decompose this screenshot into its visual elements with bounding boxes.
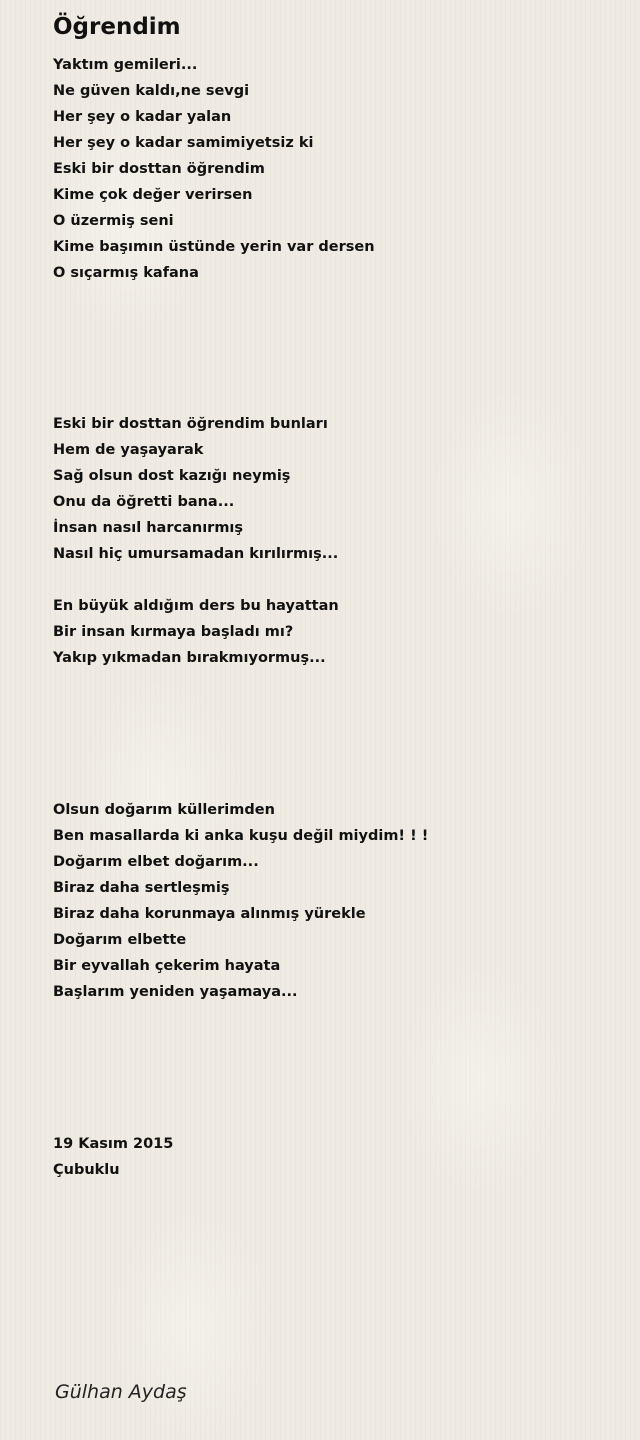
poem-line: Nasıl hiç umursamadan kırılırmış... bbox=[53, 546, 339, 562]
poem-line: Eski bir dosttan öğrendim bbox=[53, 161, 265, 177]
poem-line: Doğarım elbette bbox=[53, 932, 187, 948]
poem-date: 19 Kasım 2015 bbox=[53, 1136, 174, 1152]
poem-line: Ben masallarda ki anka kuşu değil miydim! ! ! bbox=[53, 828, 429, 844]
poem-place: Çubuklu bbox=[53, 1162, 120, 1178]
poem-footer bbox=[53, 1131, 173, 1183]
poem-stanza-1 bbox=[53, 52, 375, 286]
author-signature: Gülhan Aydaş bbox=[55, 1381, 187, 1403]
poem-line: Biraz daha korunmaya alınmış yürekle bbox=[53, 906, 366, 922]
poem-stanza-4 bbox=[53, 797, 428, 1005]
poem-line: Sağ olsun dost kazığı neymiş bbox=[53, 468, 291, 484]
poem-line: En büyük aldığım ders bu hayattan bbox=[53, 598, 339, 614]
poem-line: Başlarım yeniden yaşamaya... bbox=[53, 984, 298, 1000]
poem-stanza-2 bbox=[53, 411, 338, 567]
poem-line: Bir insan kırmaya başladı mı? bbox=[53, 624, 294, 640]
poem-line: Doğarım elbet doğarım... bbox=[53, 854, 259, 870]
poem-line: Her şey o kadar yalan bbox=[53, 109, 232, 125]
poem-line: Kime çok değer verirsen bbox=[53, 187, 253, 203]
poem-line: Bir eyvallah çekerim hayata bbox=[53, 958, 281, 974]
poem-line: Her şey o kadar samimiyetsiz ki bbox=[53, 135, 314, 151]
poem-line: Onu da öğretti bana... bbox=[53, 494, 235, 510]
poem-line: Kime başımın üstünde yerin var dersen bbox=[53, 239, 375, 255]
poem-line: Biraz daha sertleşmiş bbox=[53, 880, 230, 896]
poem-title: Öğrendim bbox=[53, 14, 181, 40]
poem-line: Yaktım gemileri... bbox=[53, 57, 198, 73]
poem-line: Yakıp yıkmadan bırakmıyormuş... bbox=[53, 650, 326, 666]
poem-line: O üzermiş seni bbox=[53, 213, 174, 229]
poem-line: O sıçarmış kafana bbox=[53, 265, 199, 281]
poem-line: İnsan nasıl harcanırmış bbox=[53, 520, 244, 536]
poem-line: Ne güven kaldı,ne sevgi bbox=[53, 83, 250, 99]
poem-line: Hem de yaşayarak bbox=[53, 442, 204, 458]
poem-stanza-3 bbox=[53, 593, 339, 671]
poem-line: Olsun doğarım küllerimden bbox=[53, 802, 275, 818]
poem-line: Eski bir dosttan öğrendim bunları bbox=[53, 416, 328, 432]
